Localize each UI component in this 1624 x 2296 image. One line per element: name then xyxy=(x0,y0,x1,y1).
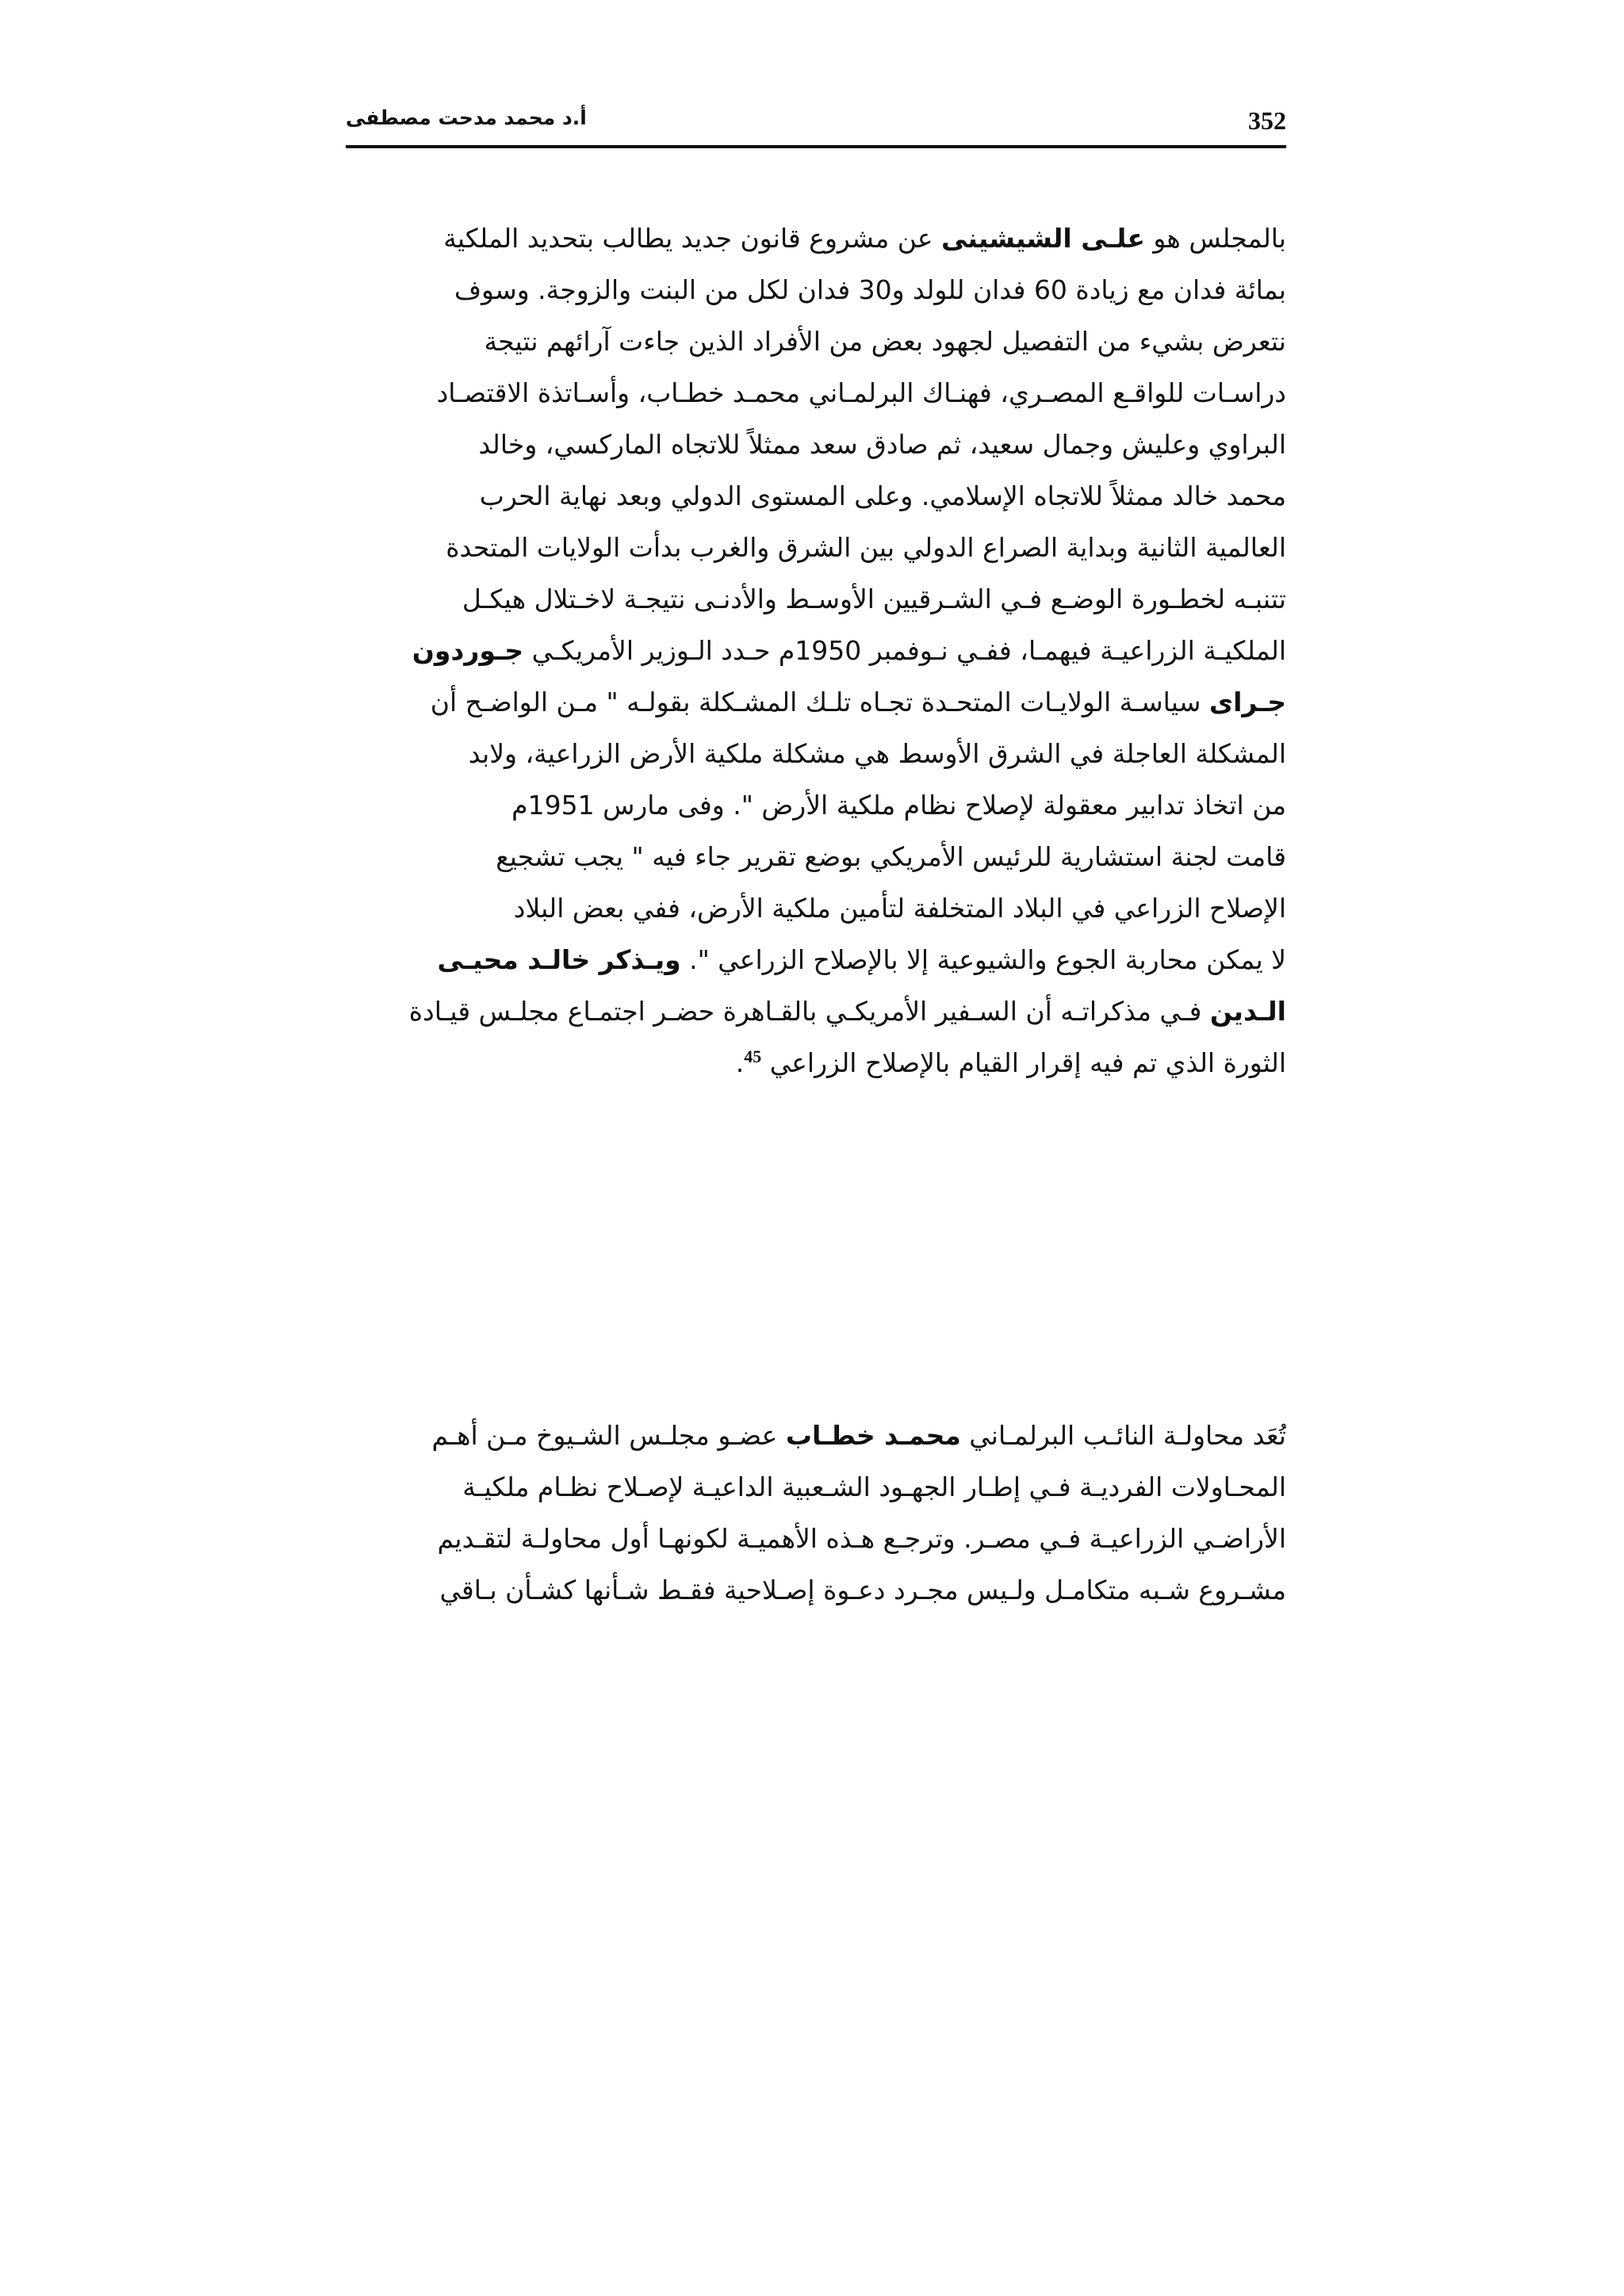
line-text: فـي مذكراتـه أن السـفير الأمريكـي بالقـاهرة حضـر اجتمـاع مجلـس قيـادة xyxy=(408,996,1210,1027)
bold-name: الـدين xyxy=(1209,996,1286,1027)
bold-name: جـوردون xyxy=(412,635,524,666)
header-divider xyxy=(346,145,1286,148)
line-text: المشكلة العاجلة في الشرق الأوسط هي مشكلة ملكية الأرض الزراعية، ولابد xyxy=(468,738,1286,769)
text-line xyxy=(346,470,1286,522)
text-line xyxy=(346,1410,1286,1461)
line-text: محمد خالد ممثلاً للاتجاه الإسلامي. وعلى المستوى الدولي وبعد نهاية الحرب xyxy=(479,480,1286,511)
line-text: سياسـة الولايـات المتحـدة تجـاه تلـك المشـكلة بقولـه " مـن الواضـح أن xyxy=(430,687,1209,718)
page-number: 352 xyxy=(1248,106,1286,135)
line-text: الثورة الذي تم فيه إقرار القيام بالإصلاح الزراعي xyxy=(761,1047,1286,1078)
footnote-marker: 45 xyxy=(744,1047,762,1066)
line-text: العالمية الثانية وبداية الصراع الدولي بين الشرق والغرب بدأت الولايات المتحدة xyxy=(446,532,1286,563)
line-text: تتنبـه لخطـورة الوضـع فـي الشـرقيين الأوسـط والأدنـى نتيجـة لاخـتلال هيكـل xyxy=(462,584,1286,614)
line-text: لا يمكن محاربة الجوع والشيوعية إلا بالإصلاح الزراعي ". xyxy=(680,944,1286,975)
line-text: الملكيـة الزراعيـة فيهمـا، ففـي نـوفمبر 1950م حـدد الـوزير الأمريكـي xyxy=(523,635,1286,666)
text-line xyxy=(346,264,1286,316)
line-text: نتعرض بشيء من التفصيل لجهود بعض من الأفراد الذين جاءت آرائهم نتيجة xyxy=(484,326,1286,357)
page-header xyxy=(346,101,1286,149)
paragraph-1 xyxy=(346,212,1286,1089)
text-line xyxy=(346,882,1286,934)
line-text: البراوي وعليش وجمال سعيد، ثم صادق سعد ممثلاً للاتجاه الماركسي، وخالد xyxy=(478,429,1286,460)
line-text: من اتخاذ تدابير معقولة لإصلاح نظام ملكية الأرض ". وفى مارس 1951م xyxy=(511,790,1286,821)
text-line xyxy=(346,1513,1286,1564)
line-text: بالمجلس هو xyxy=(1144,223,1286,254)
text-line xyxy=(346,779,1286,831)
text-line xyxy=(346,316,1286,367)
bold-name: محمـد خطـاب xyxy=(785,1420,961,1451)
text-line xyxy=(346,367,1286,419)
line-text: دراسـات للواقـع المصـري، فهنـاك البرلمـاني محمـد خطـاب، وأسـاتذة الاقتصـاد xyxy=(436,377,1286,408)
line-text: الأراضـي الزراعيـة فـي مصـر. وترجـع هـذه الأهميـة لكونهـا أول محاولـة لتقـديم xyxy=(437,1523,1286,1554)
text-line xyxy=(346,985,1286,1037)
line-text: الإصلاح الزراعي في البلاد المتخلفة لتأمين ملكية الأرض، ففي بعض البلاد xyxy=(513,893,1286,924)
running-header-author: أ.د محمد مدحت مصطفى xyxy=(346,106,587,129)
text-line xyxy=(346,934,1286,985)
line-text: تُعَد محاولـة النائـب البرلمـاني xyxy=(960,1420,1286,1451)
line-text: . xyxy=(735,1047,745,1078)
text-line xyxy=(346,1461,1286,1513)
text-line xyxy=(346,1037,1286,1089)
bold-name: جـراى xyxy=(1208,687,1286,718)
text-line xyxy=(346,573,1286,625)
text-line xyxy=(346,728,1286,779)
text-line xyxy=(346,831,1286,882)
paragraph-2 xyxy=(346,1410,1286,1616)
bold-name: ويـذكر خالـد محيـى xyxy=(437,944,681,975)
line-text: قامت لجنة استشارية للرئيس الأمريكي بوضع تقرير جاء فيه " يجب تشجيع xyxy=(496,841,1286,872)
line-text: عن مشروع قانون جديد يطالب بتحديد الملكية xyxy=(443,223,942,254)
text-line xyxy=(346,676,1286,728)
line-text: مشـروع شـبه متكامـل ولـيس مجـرد دعـوة إصـلاحية فقـط شـأنها كشـأن بـاقي xyxy=(439,1575,1286,1605)
bold-name: علـى الشيشينى xyxy=(941,223,1145,254)
text-line xyxy=(346,1564,1286,1616)
text-line xyxy=(346,522,1286,573)
text-line xyxy=(346,212,1286,264)
line-text: بمائة فدان مع زيادة 60 فدان للولد و30 فدان لكل من البنت والزوجة. وسوف xyxy=(454,274,1286,305)
line-text: عضـو مجلـس الشـيوخ مـن أهـم xyxy=(431,1420,786,1451)
text-line xyxy=(346,419,1286,470)
text-line xyxy=(346,625,1286,676)
line-text: المحـاولات الفرديـة فـي إطـار الجهـود الشـعبية الداعيـة لإصـلاح نظـام ملكيـة xyxy=(462,1471,1286,1502)
